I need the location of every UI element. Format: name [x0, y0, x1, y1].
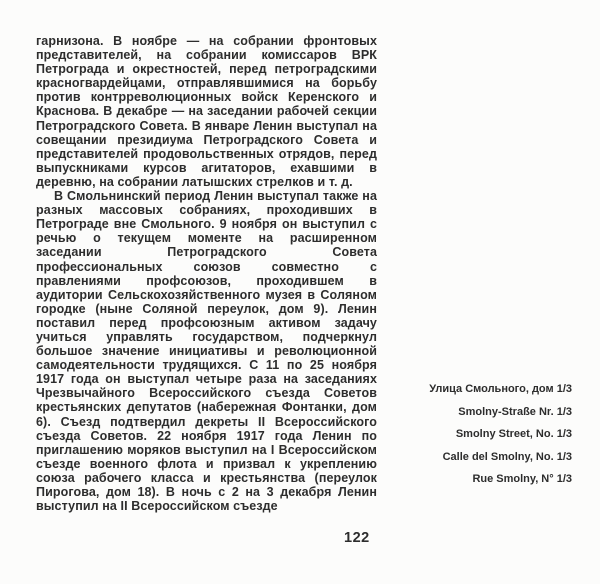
margin-note-french: Rue Smolny, N° 1/3	[472, 473, 572, 486]
margin-note-spanish: Calle del Smolny, No. 1/3	[442, 450, 572, 463]
margin-note-german: Smolny-Straße Nr. 1/3	[458, 405, 572, 418]
page-number: 122	[344, 530, 370, 546]
margin-note-russian: Улица Смольного, дом 1/3	[429, 383, 572, 395]
main-text-column	[36, 34, 377, 513]
margin-note-english: Smolny Street, No. 1/3	[455, 428, 572, 441]
margin-notes	[382, 378, 572, 491]
paragraph: В Смольнинский период Ленин выступал также на разных массовых собраниях, проходивших в Петрограде вне Смольного. 9 ноября он выступил с речью о текущем моменте на расширенном заседании Петроградского Совета профессиональных союзов совместно с правлениями профсоюзов, проходившем в аудитории Сельскохозяйственного музея в Соляном городке (ныне Соляной переулок, дом 9). Ленин поставил перед профсоюзным активом задачу учиться управлять государством, подчеркнул большое значение инициативы и революционной самодеятельности трудящихся. С 11 по 25 ноября 1917 года он выступал четыре раза на заседаниях Чрезвычайного Всероссийского съезда Советов крестьянских депутатов (набережная Фонтанки, дом 6). Съезд подтвердил декреты II Всероссийского съезда Советов. 22 ноября 1917 года Ленин по приглашению моряков выступил на I Всероссийском съезде военного флота и призвал к укреплению союза рабочего класса и крестьянства (переулок Пирогова, дом 18). В ночь с 2 на 3 декабря Ленин выступил на II Всероссийском съезде	[36, 189, 377, 514]
paragraph: гарнизона. В ноябре — на собрании фронтовых представителей, на собрании комиссаров ВРК Петрограда и окрестностей, перед петроградскими красногвардейцами, отправлявшимися на борьбу против контрреволюционных войск Керенского и Краснова. В декабре — на заседании рабочей секции Петроградского Совета. В январе Ленин выступал на совещании президиума Петроградского Совета и представителей продовольственных отрядов, перед выпускниками курсов агитаторов, ехавшими в деревню, на собрании латышских стрелков и т. д.	[36, 34, 377, 189]
